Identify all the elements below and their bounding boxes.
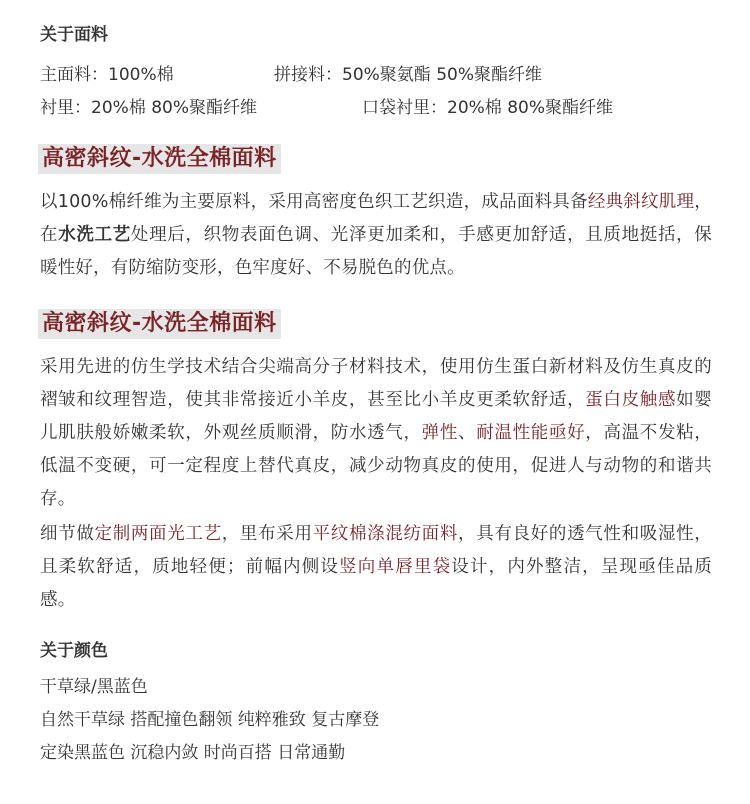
section2-highlight-protein-leather: 蛋白皮触感	[585, 390, 677, 410]
section2-highlight-double-face: 定制两面光工艺	[94, 524, 222, 544]
section1-bold-washing: 水洗工艺	[58, 225, 131, 245]
section1-highlight-twill: 经典斜纹肌理	[587, 192, 695, 212]
color-options: 干草绿/黑蓝色	[40, 677, 148, 697]
section1-paragraph	[40, 186, 712, 285]
pocket-lining-spec: 口袋衬里：20%棉 80%聚酯纤维	[362, 98, 613, 118]
section2-p2-text-a: 细节做	[40, 524, 95, 544]
color-hay-green-desc: 自然干草绿 搭配撞色翻领 纯粹雅致 复古摩登	[40, 710, 380, 730]
color-black-blue-desc: 定染黑蓝色 沉稳内敛 时尚百搭 日常通勤	[40, 743, 346, 763]
section2-p2-text-d: 设计，内外整洁，呈现亟佳品质感。	[40, 557, 712, 610]
section1-text-c: 处理后，织物表面色调、光泽更加柔和，手感更加舒适，且质地挺括，保暖性好，有防缩防变形，色牢度好、不易脱色的优点。	[40, 225, 712, 278]
section2-highlight-temperature: 耐温性能亟好	[476, 423, 586, 443]
section2-p1-text-d: ，高温不发粘，低温不变硬，可一定程度上替代真皮，减少动物真皮的使用，促进人与动物的和谐共存。	[40, 423, 713, 509]
main-fabric-spec: 主面料：100%棉	[40, 65, 174, 85]
section1-text-a: 以100%棉纤维为主要原料，采用高密度色织工艺织造，成品面料具备	[40, 192, 588, 212]
section2-paragraph-1	[40, 351, 712, 516]
section2-p2-text-c: ，具有良好的透气性和吸湿性，且柔软舒适，质地轻便；前幅内侧设	[40, 524, 712, 577]
section1-text-b: ，在	[40, 192, 712, 245]
section2-p1-text-b: 如婴儿肌肤般娇嫩柔软，外观丝质顺滑，防水透气，	[40, 390, 712, 443]
lining-spec: 衬里：20%棉 80%聚酯纤维	[40, 98, 257, 118]
section2-highlight-pocket: 竖向单唇里袋	[339, 557, 452, 577]
colors-heading: 关于颜色	[40, 641, 108, 661]
section2-paragraph-2	[40, 518, 712, 617]
section2-p1-text-c: 、	[458, 423, 477, 443]
section1-title: 高密斜纹-水洗全棉面料	[38, 144, 281, 174]
section2-highlight-lining-fabric: 平纹棉涤混纺面料	[312, 524, 459, 544]
section2-p1-text-a: 采用先进的仿生学技术结合尖端高分子材料技术，使用仿生蛋白新材料及仿生真皮的褶皱和纹理智造，使其非常接近小羊皮，甚至比小羊皮更柔软舒适，	[40, 357, 712, 410]
section2-p2-text-b: ，里布采用	[221, 524, 313, 544]
fabric-heading: 关于面料	[40, 25, 108, 45]
section2-title: 高密斜纹-水洗全棉面料	[38, 309, 281, 339]
splice-fabric-spec: 拼接料：50%聚氨酯 50%聚酯纤维	[274, 65, 542, 85]
section2-highlight-elasticity: 弹性	[421, 423, 459, 443]
